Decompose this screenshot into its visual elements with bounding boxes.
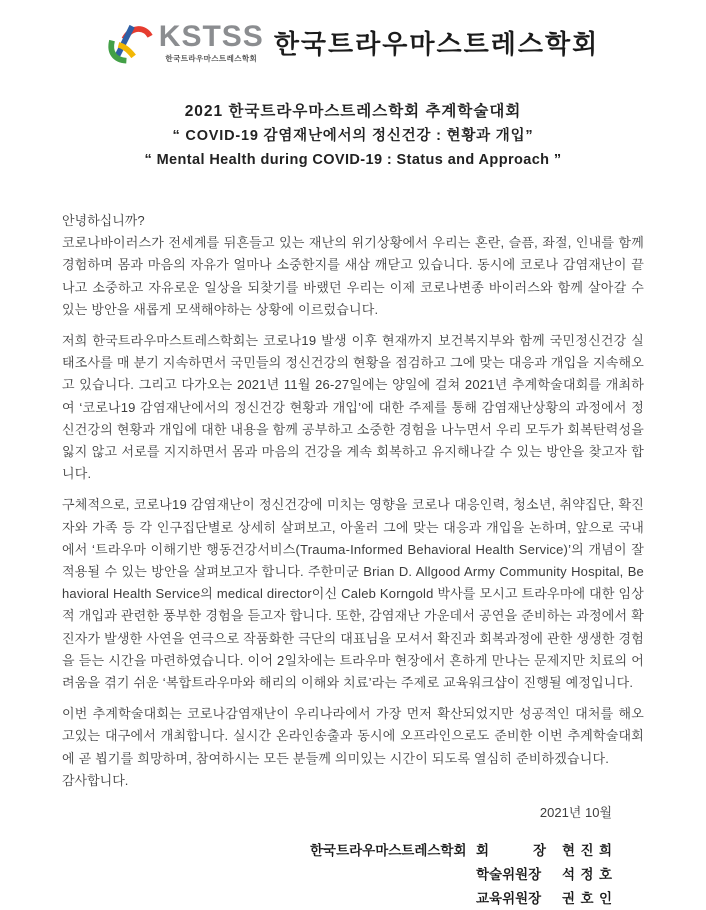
paragraph-2: 저희 한국트라우마스트레스학회는 코로나19 발생 이후 현재까지 보건복지부와 함께 국민정신건강 실태조사를 매 분기 지속하면서 국민들의 정신건강의 현황을 점검하고 그에 맞는 대응과 개입을 지속해오고 있습니다. 그리고 다가오는 2021년 11월 26-27일에는 양일에 걸쳐 2021년 추계학술대회를 개최하여 ‘코로나19 감염재난에서의 정신건강 현황과 개입’에 대한 주제를 통해 감염재난상황의 과정에서 정신건강의 현황과 개입에 대한 내용을 함께 공부하고 소중한 경험을 나누면서 우리 모두가 회복탄력성을 잃지 않고 서로를 지지하면서 몸과 마음의 건강을 계속 회복하고 유지해나갈 수 있는 방안을 찾고자 합니다.: [62, 333, 644, 482]
signature-role-president: 회 장: [476, 843, 546, 859]
closing-line: 감사합니다.: [62, 772, 129, 788]
signature-org-spacer-1: [310, 864, 460, 886]
conference-subtitle-korean: “ COVID-19 감염재난에서의 정신건강 : 현황과 개입”: [172, 128, 534, 144]
letterhead: [0, 0, 706, 70]
greeting-line: 안녕하십니까?: [62, 213, 145, 228]
logo-acronym: KSTSS: [158, 19, 264, 53]
paragraph-1: 코로나바이러스가 전세계를 뒤흔들고 있는 재난의 위기상황에서 우리는 혼란, 슬픔, 좌절, 인내를 함께 경험하며 몸과 마음의 자유가 얼마나 소중한지를 새삼 깨닫고 있습니다. 동시에 코로나 감염재난이 끝나고 소중하고 자유로운 일상을 되찾기를 바랬던 우리는 이제 코로나변종 바이러스와 함께 살아갈 수 있는 방안을 새롭게 모색해야하는 상황에 이르렀습니다.: [62, 235, 644, 317]
signature-role-education-chair: 교육위원장: [476, 891, 542, 907]
kstss-logo: [107, 14, 264, 70]
signature-org-spacer-2: [310, 888, 460, 910]
conference-title-block: [0, 100, 706, 172]
signature-name-president: 현 진 희: [562, 843, 612, 859]
paragraph-3: 구체적으로, 코로나19 감염재난이 정신건강에 미치는 영향을 코로나 대응인력, 청소년, 취약집단, 확진자와 가족 등 각 인구집단별로 상세히 살펴보고, 아울러 그에 맞는 대응과 개입을 논하며, 앞으로 국내에서 ‘트라우마 이해기반 행동건강서비스(Trauma-Informed Behavioral Health Service)’의 개념이 잘 적용될 수 있는 방안을 살펴보고자 합니다. 주한미군 Brian D. Allgood Army Community Hospital, Behavioral Health Service의 medical director이신 Caleb Korngold 박사를 모시고 트라우마에 대한 임상적 개입과 관련한 풍부한 경험을 듣고자 합니다. 또한, 감염재난 가운데서 공연을 준비하는 과정에서 확진자가 발생한 사연을 연극으로 작품화한 극단의 대표님을 모셔서 확진과 회복과정에 관한 생생한 경험을 듣는 시간을 마련하였습니다. 이어 2일차에는 트라우마 현장에서 흔하게 만나는 문제지만 치료의 어려움을 겪기 쉬운 ‘복합트라우마와 해리의 이해와 치료’라는 주제로 교육워크샵이 진행될 예정입니다.: [62, 497, 644, 691]
date-line: 2021년 10월: [539, 805, 612, 821]
logo-text-column: [158, 19, 264, 63]
signature-org: 한국트라우마스트레스학회: [310, 843, 467, 859]
conference-subtitle-english: “ Mental Health during COVID-19 : Status and Approach ”: [144, 152, 562, 168]
conference-title: 2021 한국트라우마스트레스학회 추계학술대회: [184, 103, 522, 120]
paragraph-4: 이번 추계학술대회는 코로나감염재난이 우리나라에서 가장 먼저 확산되었지만 성공적인 대처를 해오고있는 대구에서 개최합니다. 실시간 온라인송출과 동시에 오프라인으로도 준비한 이번 추계학술대회에 곧 뵙기를 희망하며, 참여하시는 모든 분들께 의미있는 시간이 되도록 열심히 준비하겠습니다.: [62, 706, 644, 766]
signature-name-academic-chair: 석 정 호: [562, 867, 612, 883]
logo-caption: 한국트라우마스트레스학회: [165, 53, 258, 63]
signature-role-academic-chair: 학술위원장: [476, 867, 542, 883]
kstss-logo-mark-icon: [107, 14, 153, 70]
signature-block: [62, 840, 612, 910]
letter-body: [62, 210, 644, 910]
signature-name-education-chair: 권 호 인: [562, 891, 612, 907]
organization-name: 한국트라우마스트레스학회: [273, 28, 600, 59]
